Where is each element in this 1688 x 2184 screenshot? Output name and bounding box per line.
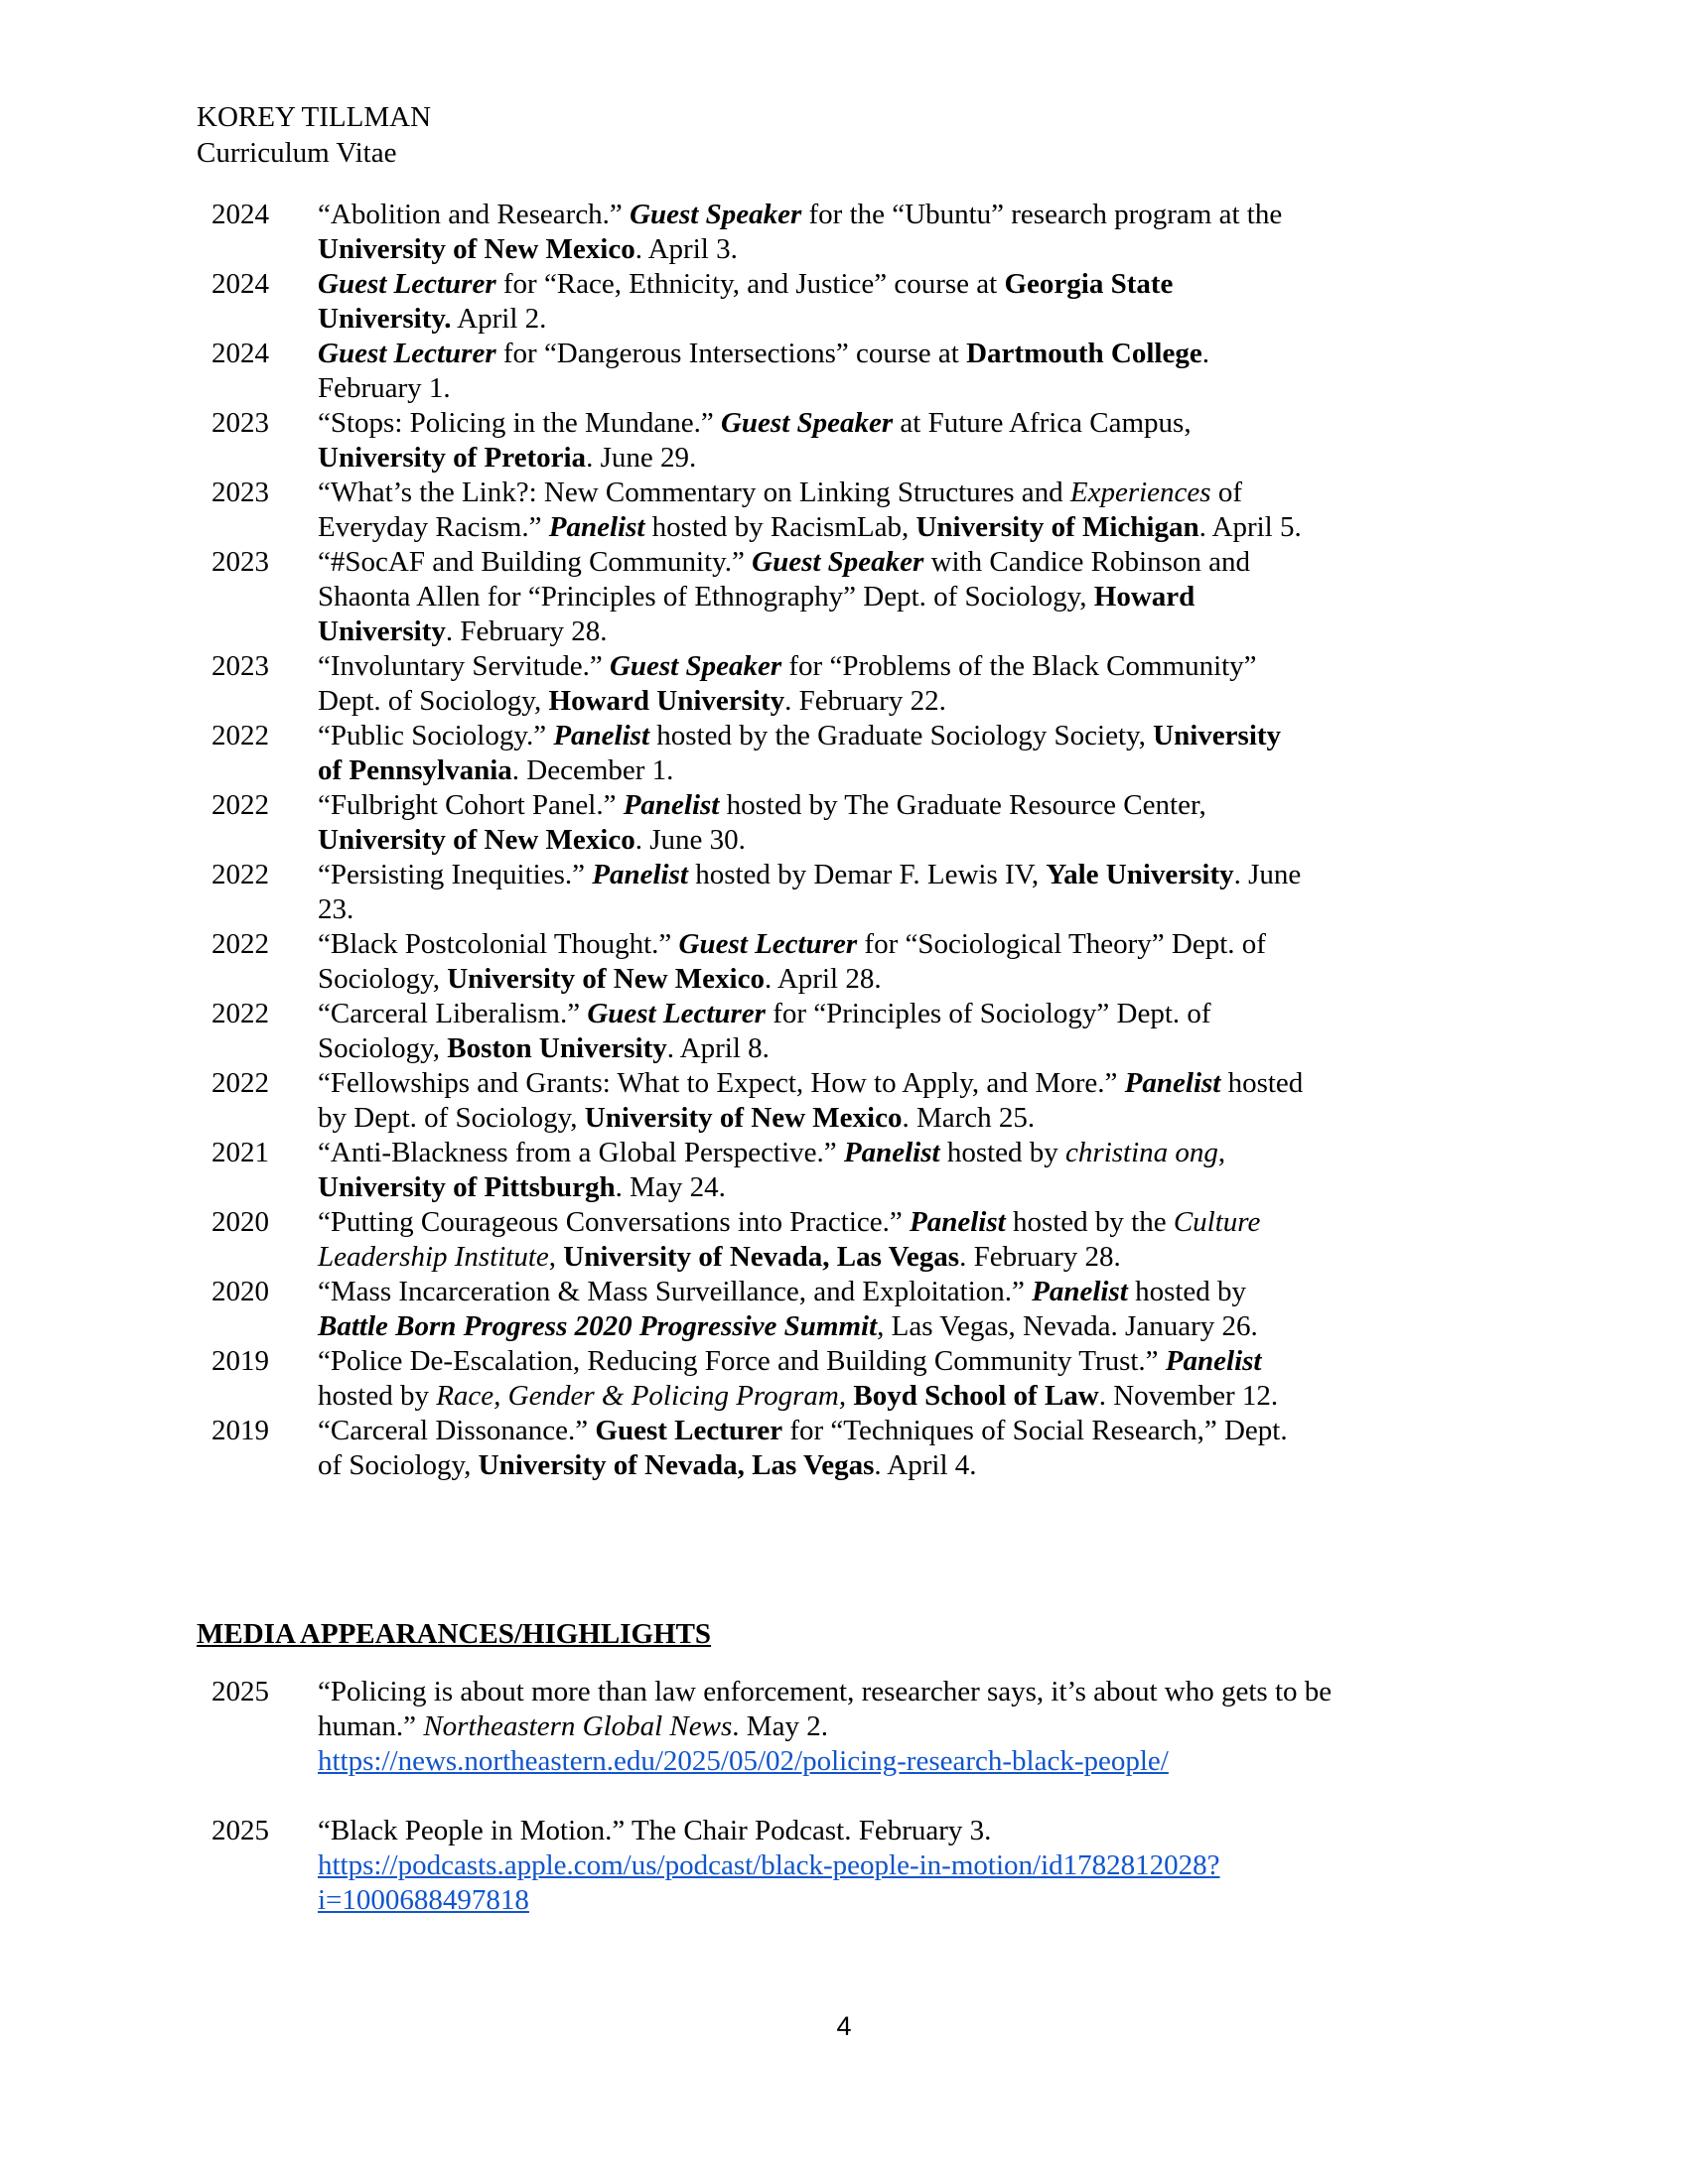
talk-entry	[0, 406, 1688, 476]
entry-year: 2020	[211, 1276, 269, 1307]
entry-text: “Mass Incarceration & Mass Surveillance, and Exploitation.”	[318, 1276, 1033, 1307]
entry-text: hosted by the Graduate Sociology Society,	[649, 720, 1154, 751]
entry-role: Guest Speaker	[609, 650, 782, 682]
entry-description	[318, 997, 1311, 1066]
entry-role: Guest Speaker	[752, 546, 924, 578]
entry-text: for “Dangerous Intersections” course at	[495, 338, 967, 369]
entry-text: . November 12.	[1098, 1380, 1279, 1412]
entry-text: . February 28.	[445, 615, 608, 647]
entry-institution: University of New Mexico	[447, 963, 765, 995]
entry-text: at Future Africa Campus,	[893, 407, 1192, 439]
entry-description	[318, 476, 1311, 545]
entry-url-link[interactable]: https://news.northeastern.edu/2025/05/02/policing-research-black-people/	[318, 1745, 1169, 1777]
entry-text: . June 29.	[586, 442, 697, 474]
entry-text: “Stops: Policing in the Mundane.”	[318, 407, 721, 439]
cv-header	[197, 99, 431, 171]
entry-year: 2023	[211, 407, 269, 439]
entry-text: April 2.	[451, 303, 547, 335]
entry-text: for “Techniques of Social Research,” Dept. of Sociology,	[318, 1415, 1288, 1481]
entry-emphasis: Northeastern Global News	[423, 1710, 733, 1742]
entry-text: “Carceral Dissonance.”	[318, 1415, 596, 1446]
entry-text: “Anti-Blackness from a Global Perspective.”	[318, 1137, 844, 1168]
entry-institution: University of Michigan	[915, 511, 1199, 543]
entry-institution: University of Pittsburgh	[318, 1171, 616, 1203]
entry-emphasis: Experiences	[1069, 477, 1211, 508]
entry-description	[318, 1414, 1311, 1483]
entry-role: Panelist	[910, 1206, 1006, 1238]
entry-description	[318, 719, 1311, 788]
entry-year: 2023	[211, 650, 269, 682]
talk-entry	[0, 858, 1688, 927]
talk-entry	[0, 927, 1688, 997]
entry-description	[318, 1066, 1311, 1136]
entry-institution: University of New Mexico	[584, 1102, 903, 1134]
entry-text: for “Sociological Theory” Dept. of Sociology,	[318, 928, 1266, 995]
entry-institution: Guest Lecturer	[595, 1415, 783, 1446]
entry-role: Guest Lecturer	[587, 998, 766, 1029]
entry-description	[318, 649, 1311, 719]
entry-institution: University of Pretoria	[318, 442, 587, 474]
entry-description	[318, 337, 1311, 406]
entry-text: for the “Ubuntu” research program at the	[801, 199, 1283, 230]
entry-text: “Fellowships and Grants: What to Expect, How to Apply, and More.”	[318, 1067, 1125, 1099]
entry-text: . February 28.	[959, 1241, 1121, 1273]
talk-entry	[0, 545, 1688, 649]
entry-institution: Boston University	[447, 1032, 667, 1064]
entry-role: Panelist	[843, 1137, 940, 1168]
entry-year: 2023	[211, 546, 269, 578]
media-list	[0, 1675, 1688, 1953]
entry-description	[318, 1814, 1340, 1918]
entry-description	[318, 198, 1311, 267]
entry-description	[318, 406, 1311, 476]
talk-entry	[0, 1275, 1688, 1344]
entry-role: Guest Lecturer	[318, 268, 496, 300]
entry-text: . April 5.	[1198, 511, 1302, 543]
entry-text: hosted by	[939, 1137, 1066, 1168]
entry-text: “Public Sociology.”	[318, 720, 554, 751]
entry-text: “#SocAF and Building Community.”	[318, 546, 753, 578]
entry-role: Panelist	[592, 859, 688, 890]
entry-text: hosted by Demar F. Lewis IV,	[687, 859, 1047, 890]
entry-institution: University of New Mexico	[318, 233, 635, 265]
entry-text: “Black Postcolonial Thought.”	[318, 928, 679, 960]
entry-institution: Dartmouth College	[966, 338, 1202, 369]
entry-year: 2024	[211, 268, 269, 300]
entry-year: 2023	[211, 477, 269, 508]
talk-entry	[0, 1066, 1688, 1136]
entry-year: 2022	[211, 789, 269, 821]
entry-year: 2022	[211, 998, 269, 1029]
talk-entry	[0, 1136, 1688, 1205]
entry-year: 2022	[211, 1067, 269, 1099]
entry-role: Guest Speaker	[630, 199, 802, 230]
page-number: 4	[836, 2011, 852, 2041]
entry-institution: University of New Mexico	[318, 824, 635, 856]
entry-year: 2024	[211, 199, 269, 230]
entry-text: “Persisting Inequities.”	[318, 859, 593, 890]
entry-year: 2025	[211, 1815, 269, 1846]
entry-emphasis: Race, Gender & Policing Program,	[436, 1380, 847, 1412]
media-section-heading: MEDIA APPEARANCES/HIGHLIGHTS	[197, 1618, 712, 1650]
entry-description	[318, 1275, 1311, 1344]
entry-text: . February 22.	[784, 685, 946, 717]
entry-year: 2022	[211, 720, 269, 751]
entry-text: for “Race, Ethnicity, and Justice” course at	[495, 268, 1005, 300]
entry-role: Panelist	[553, 720, 650, 751]
entry-text: hosted by RacismLab,	[644, 511, 916, 543]
entry-text: “Carceral Liberalism.”	[318, 998, 588, 1029]
entry-text: of Everyday Racism.”	[318, 477, 1242, 543]
talk-entry	[0, 997, 1688, 1066]
entry-institution: Georgia State University.	[318, 268, 1174, 335]
entry-year: 2019	[211, 1345, 269, 1377]
entry-text: . May 24.	[615, 1171, 726, 1203]
entry-role: Guest Speaker	[720, 407, 894, 439]
entry-text: , Las Vegas, Nevada. January 26.	[877, 1310, 1258, 1342]
entry-text: . February 1.	[318, 338, 1209, 404]
entry-institution: University of Nevada, Las Vegas	[478, 1449, 875, 1481]
entry-text: . March 25.	[902, 1102, 1036, 1134]
talks-list	[0, 198, 1688, 1483]
entry-description	[318, 1675, 1340, 1779]
entry-text: with Candice Robinson and Shaonta Allen for “Principles of Ethnography” Dept. of Sociology,	[318, 546, 1250, 613]
entry-description	[318, 858, 1311, 927]
entry-emphasis: Culture Leadership Institute	[318, 1206, 1261, 1273]
entry-role: Panelist	[1124, 1067, 1221, 1099]
entry-emphasis: christina ong	[1065, 1137, 1218, 1168]
entry-institution: Howard University	[318, 581, 1196, 647]
entry-description	[318, 927, 1311, 997]
talk-entry	[0, 788, 1688, 858]
entry-text: “Putting Courageous Conversations into Practice.”	[318, 1206, 911, 1238]
entry-text: “Policing is about more than law enforcement, researcher says, it’s about who gets to be human.”	[318, 1676, 1333, 1742]
entry-text: “What’s the Link?: New Commentary on Linking Structures and	[318, 477, 1070, 508]
entry-institution: Boyd School of Law	[853, 1380, 1099, 1412]
entry-text: hosted by	[1127, 1276, 1247, 1307]
entry-text: “Fulbright Cohort Panel.”	[318, 789, 624, 821]
entry-description	[318, 1205, 1311, 1275]
talk-entry	[0, 719, 1688, 788]
entry-text: . April 3.	[634, 233, 738, 265]
entry-year: 2019	[211, 1415, 269, 1446]
entry-year: 2025	[211, 1676, 269, 1707]
talk-entry	[0, 1205, 1688, 1275]
entry-institution: University of Pennsylvania	[318, 720, 1282, 786]
entry-year: 2020	[211, 1206, 269, 1238]
entry-role: Guest Lecturer	[318, 338, 496, 369]
entry-year: 2022	[211, 928, 269, 960]
entry-url-link[interactable]: https://podcasts.apple.com/us/podcast/black-people-in-motion/id1782812028?i=1000688497818	[318, 1849, 1220, 1916]
entry-year: 2021	[211, 1137, 269, 1168]
entry-description	[318, 1136, 1311, 1205]
entry-text: . April 4.	[874, 1449, 977, 1481]
entry-text: . June 30.	[634, 824, 746, 856]
entry-text: hosted by The Graduate Resource Center,	[719, 789, 1206, 821]
talk-entry	[0, 649, 1688, 719]
entry-text: hosted by	[318, 1380, 437, 1412]
talk-entry	[0, 267, 1688, 337]
entry-text: for “Problems of the Black Community” Dept. of Sociology,	[318, 650, 1257, 717]
entry-role: Panelist	[548, 511, 645, 543]
entry-text: “Police De-Escalation, Reducing Force and Building Community Trust.”	[318, 1345, 1166, 1377]
entry-year: 2022	[211, 859, 269, 890]
entry-description	[318, 267, 1311, 337]
talk-entry	[0, 1414, 1688, 1483]
entry-text: . June 23.	[318, 859, 1302, 925]
entry-institution: Howard University	[548, 685, 785, 717]
entry-text: . April 8.	[666, 1032, 770, 1064]
entry-year: 2024	[211, 338, 269, 369]
talk-entry	[0, 198, 1688, 267]
media-entry	[0, 1675, 1688, 1779]
entry-description	[318, 788, 1311, 858]
document-subtitle: Curriculum Vitae	[197, 137, 397, 169]
entry-institution: Yale University	[1046, 859, 1234, 890]
talk-entry	[0, 1344, 1688, 1414]
entry-text: . April 28.	[764, 963, 882, 995]
entry-text: “Black People in Motion.” The Chair Podcast. February 3.	[318, 1815, 992, 1846]
entry-text: “Abolition and Research.”	[318, 199, 631, 230]
talk-entry	[0, 476, 1688, 545]
entry-role: Battle Born Progress 2020 Progressive Summit	[318, 1310, 878, 1342]
entry-role: Panelist	[623, 789, 720, 821]
entry-text: ,	[548, 1241, 564, 1273]
entry-institution: University of Nevada, Las Vegas	[563, 1241, 960, 1273]
entry-description	[318, 545, 1311, 649]
media-entry	[0, 1814, 1688, 1918]
entry-description	[318, 1344, 1311, 1414]
entry-text: “Involuntary Servitude.”	[318, 650, 610, 682]
entry-text: hosted by the	[1005, 1206, 1174, 1238]
entry-text: . May 2.	[732, 1710, 828, 1742]
entry-text: ,	[1217, 1137, 1226, 1168]
entry-text: . December 1.	[511, 754, 674, 786]
entry-role: Panelist	[1032, 1276, 1128, 1307]
entry-text: hosted by Dept. of Sociology,	[318, 1067, 1304, 1134]
entry-text: for “Principles of Sociology” Dept. of Sociology,	[318, 998, 1211, 1064]
author-name: KOREY TILLMAN	[197, 101, 432, 133]
talk-entry	[0, 337, 1688, 406]
entry-role: Panelist	[1165, 1345, 1262, 1377]
entry-role: Guest Lecturer	[678, 928, 858, 960]
